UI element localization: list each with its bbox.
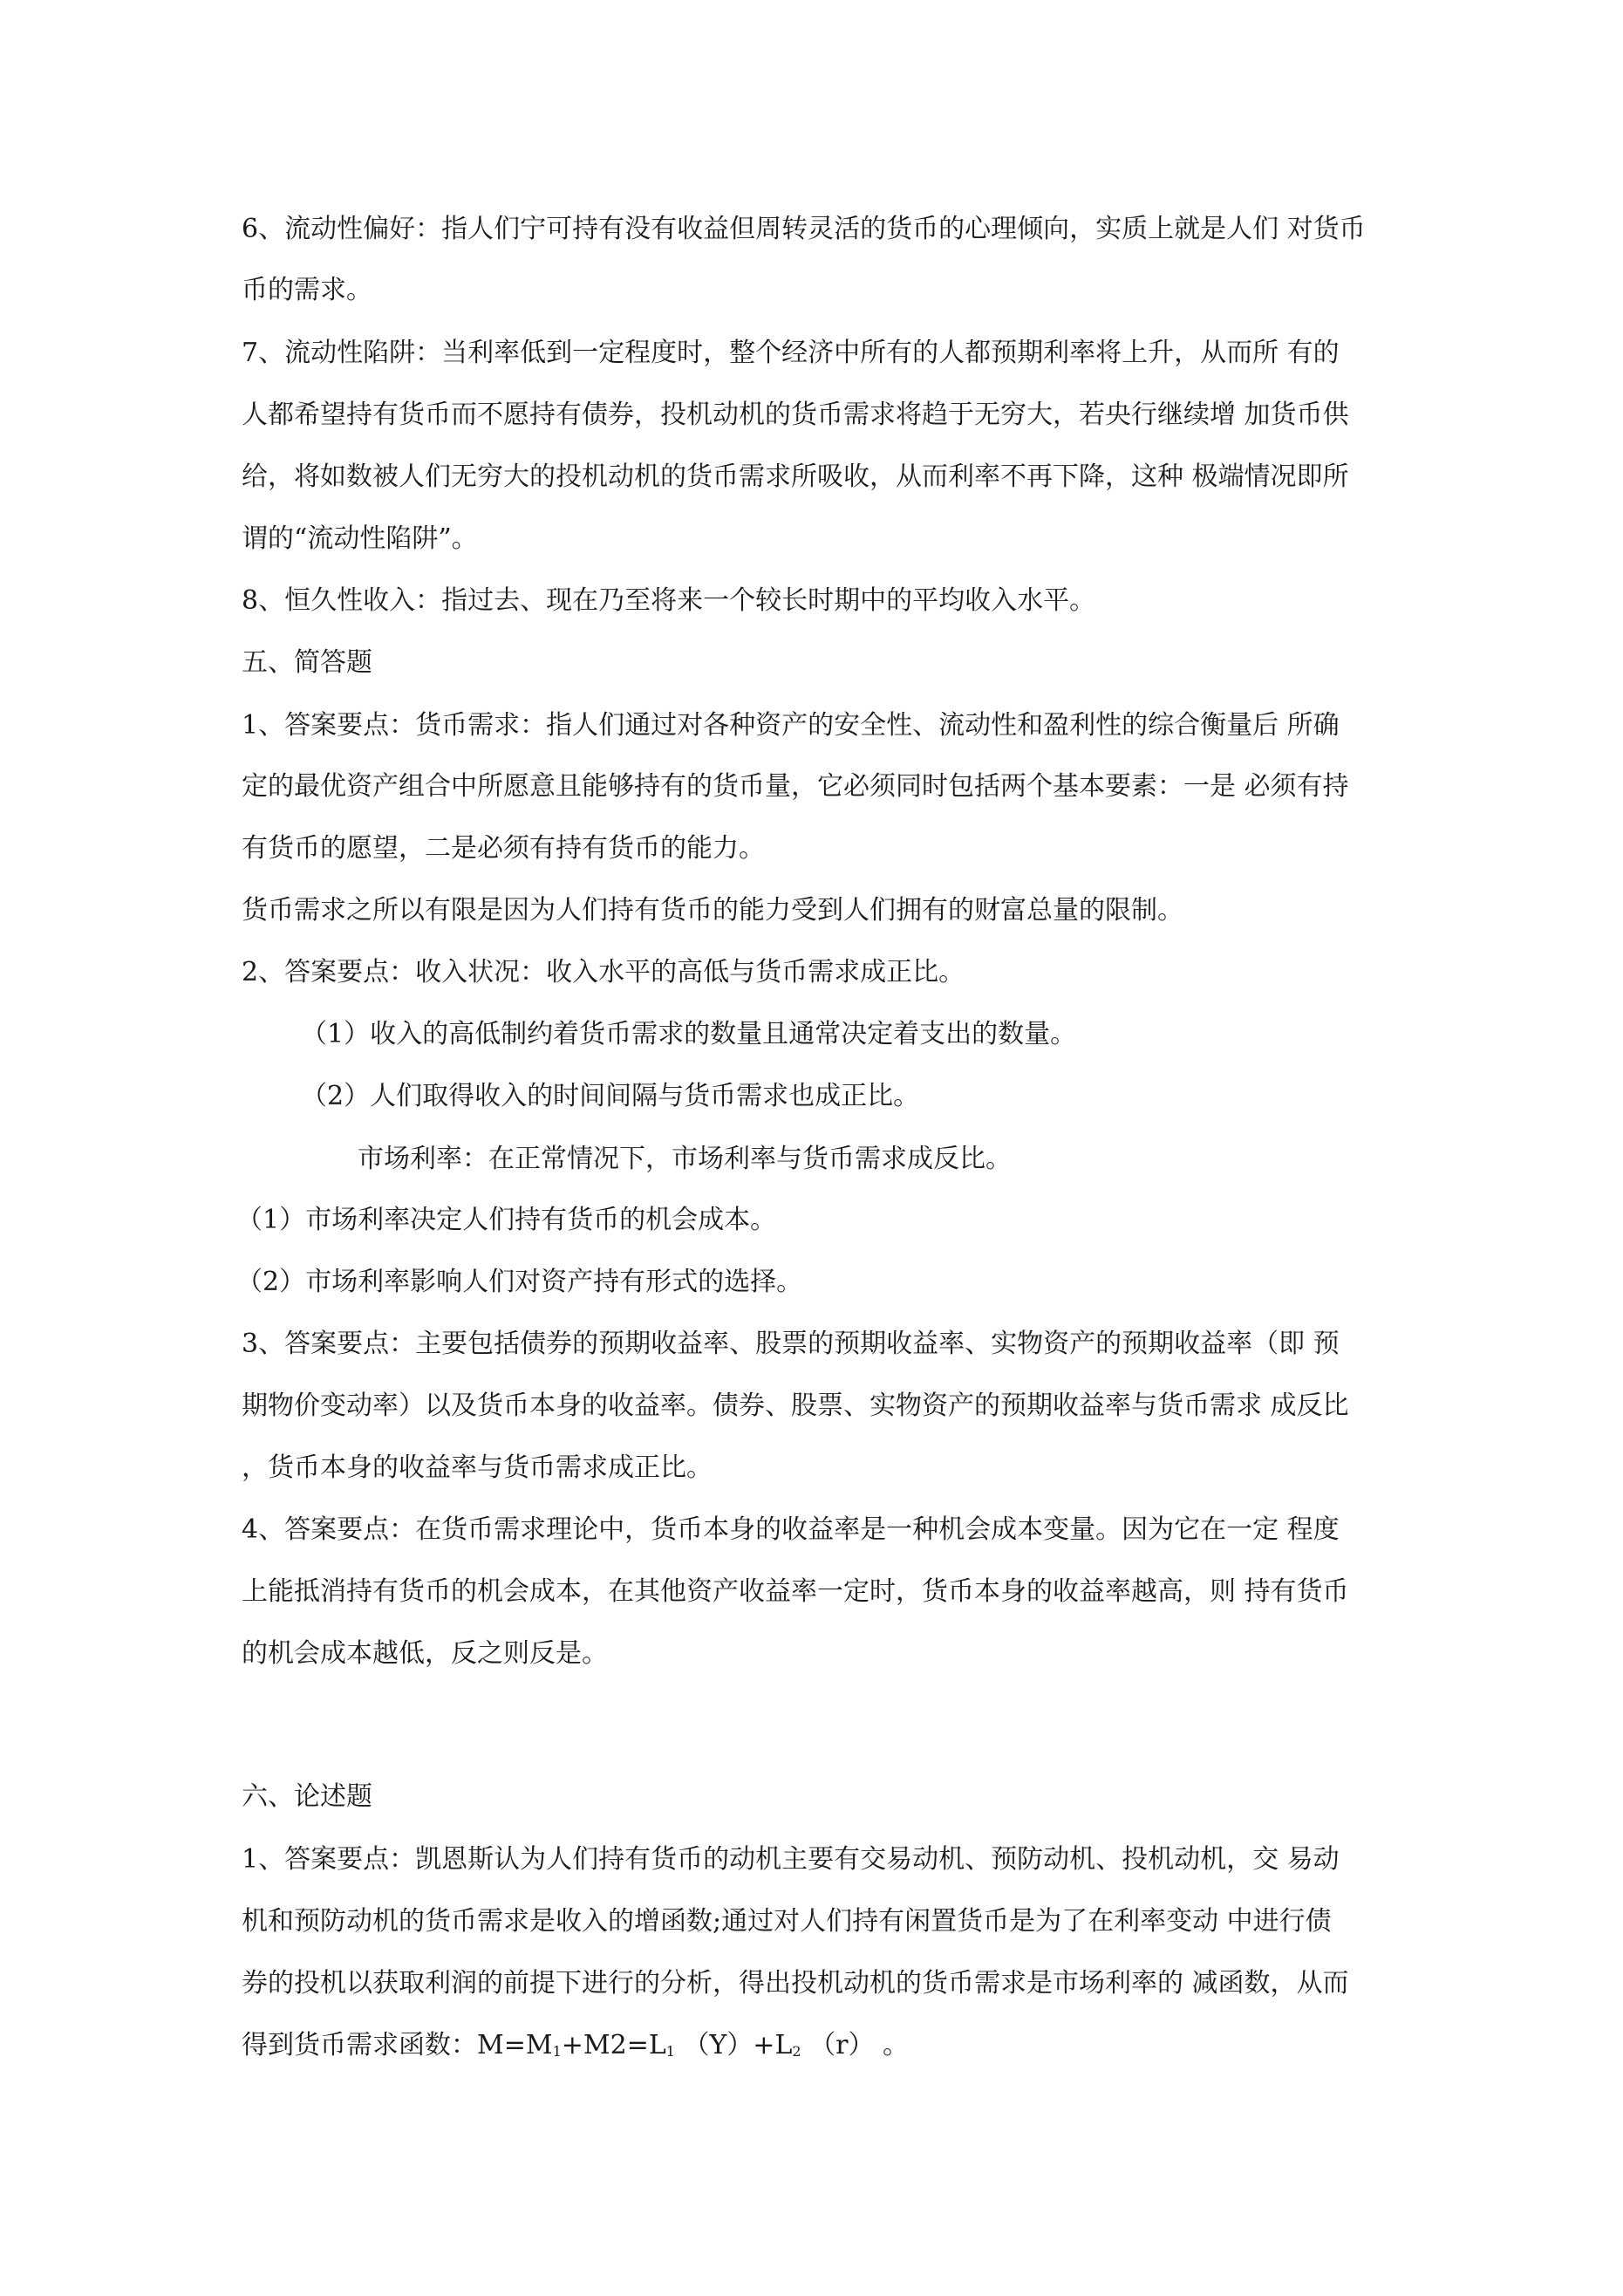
answer-2-market-point-1: （1）市场利率决定人们持有货币的机会成本。 [236, 1205, 777, 1235]
answer-1-line-1: 1、答案要点：货币需求：指人们通过对各种资产的安全性、流动性和盈利性的综合衡量后 所确 [242, 710, 1340, 741]
section-heading-short-answer: 五、简答题 [242, 647, 372, 678]
formula-prefix: 得到货币需求函数：M=M [242, 2030, 553, 2060]
formula-y-term: （Y）+L [674, 2030, 793, 2060]
answer-2-market-rate: 市场利率：在正常情况下，市场利率与货币需求成反比。 [358, 1144, 1012, 1174]
answer-3-line-1: 3、答案要点：主要包括债券的预期收益率、股票的预期收益率、实物资产的预期收益率（即 预 [242, 1329, 1340, 1359]
formula-plus-m: +M [561, 2030, 610, 2060]
essay-answer-line-3: 券的投机以获取利润的前提下进行的分析，得出投机动机的货币需求是市场利率的 减函数，从而 [242, 1968, 1349, 1999]
definition-liquidity-trap-line-3: 给，将如数被人们无穷大的投机动机的货币需求所吸收，从而利率不再下降，这种 极端情况即所 [242, 461, 1349, 492]
answer-2-point-2: （2）人们取得收入的时间间隔与货币需求也成正比。 [301, 1081, 920, 1111]
answer-4-line-3: 的机会成本越低，反之则反是。 [242, 1638, 608, 1669]
formula-subscript-l2: 2 [792, 2043, 801, 2060]
answer-2-line-1: 2、答案要点：收入状况：收入水平的高低与货币需求成正比。 [242, 957, 965, 987]
formula-subscript-l1: 1 [665, 2043, 675, 2060]
formula-equals-l: =L [626, 2030, 666, 2060]
answer-1-line-2: 定的最优资产组合中所愿意且能够持有的货币量，它必须同时包括两个基本要素：一是 必须有持 [242, 771, 1349, 802]
essay-answer-line-1: 1、答案要点：凯恩斯认为人们持有货币的动机主要有交易动机、预防动机、投机动机，交 易动 [242, 1844, 1340, 1875]
definition-permanent-income: 8、恒久性收入：指过去、现在乃至将来一个较长时期中的平均收入水平。 [242, 585, 1096, 616]
answer-1-line-4: 货币需求之所以有限是因为人们持有货币的能力受到人们拥有的财富总量的限制。 [242, 895, 1183, 926]
answer-1-line-3: 有货币的愿望，二是必须有持有货币的能力。 [242, 833, 765, 864]
formula-m2-digit: 2 [610, 2030, 627, 2060]
section-heading-essay: 六、论述题 [242, 1781, 372, 1812]
answer-4-line-1: 4、答案要点：在货币需求理论中，货币本身的收益率是一种机会成本变量。因为它在一定 程度 [242, 1514, 1340, 1545]
essay-answer-formula-line [242, 2028, 909, 2063]
formula-r-term: （r） 。 [801, 2030, 909, 2060]
answer-4-line-2: 上能抵消持有货币的机会成本，在其他资产收益率一定时，货币本身的收益率越高，则 持有货币 [242, 1576, 1349, 1607]
formula-subscript-m1: 1 [552, 2043, 562, 2060]
essay-answer-line-2: 机和预防动机的货币需求是收入的增函数;通过对人们持有闲置货币是为了在利率变动 中进行债 [242, 1906, 1332, 1937]
answer-3-line-2: 期物价变动率）以及货币本身的收益率。债券、股票、实物资产的预期收益率与货币需求 成反比 [242, 1391, 1349, 1421]
definition-liquidity-preference-line-2: 币的需求。 [242, 275, 372, 305]
definition-liquidity-trap-line-2: 人都希望持有货币而不愿持有债券，投机动机的货币需求将趋于无穷大，若央行继续增 加货币供 [242, 400, 1349, 430]
answer-3-line-3: ，货币本身的收益率与货币需求成正比。 [242, 1452, 713, 1483]
answer-2-point-1: （1）收入的高低制约着货币需求的数量且通常决定着支出的数量。 [301, 1019, 1077, 1049]
answer-2-market-point-2: （2）市场利率影响人们对资产持有形式的选择。 [236, 1267, 803, 1297]
definition-liquidity-trap-line-1: 7、流动性陷阱：当利率低到一定程度时，整个经济中所有的人都预期利率将上升，从而所 有的 [242, 338, 1340, 368]
definition-liquidity-preference-line-1: 6、流动性偏好：指人们宁可持有没有收益但周转灵活的货币的心理倾向，实质上就是人们 对货币 [242, 214, 1366, 244]
definition-liquidity-trap-line-4: 谓的“流动性陷阱”。 [242, 523, 478, 554]
